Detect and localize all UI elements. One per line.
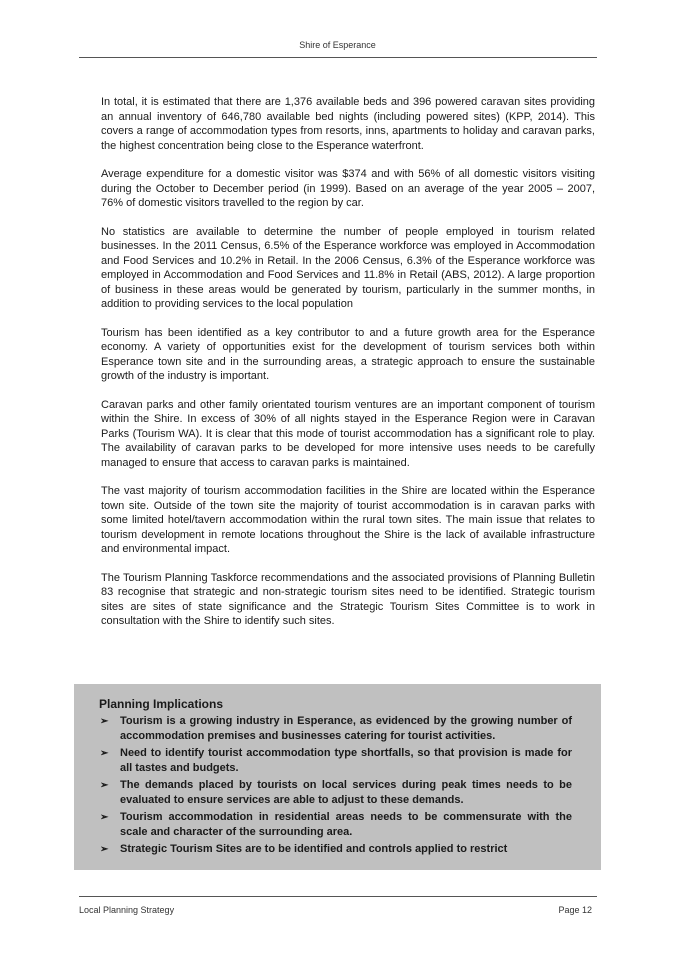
header-divider: [79, 57, 597, 58]
paragraph: The Tourism Planning Taskforce recommendations and the associated provisions of Planning Bulletin 83 recognise that strategic and non-strategic tourism sites need to be identified. Strategic tourism sites are sites of state significance and the Strategic Tourism Sites Committee is to work in consultation with the Shire to identify such sites.: [101, 571, 595, 627]
planning-implications-title: Planning Implications: [99, 697, 224, 711]
list-item: [98, 714, 572, 744]
list-item-text: Tourism accommodation in residential areas needs to be commensurate with the scale and character of the surrounding area.: [120, 811, 572, 838]
paragraph: The vast majority of tourism accommodation facilities in the Shire are located within the Esperance town site. Outside of the town site the majority of tourist accommodation is in caravan parks with some limited hotel/tavern accommodation within the rural town sites. The main issue that relates to tourism development in remote locations throughout the Shire is the lack of available infrastructure and environmental impact.: [101, 485, 595, 555]
arrow-bullet-icon: ➢: [100, 844, 109, 855]
list-item: [98, 842, 572, 857]
planning-implications-list: [98, 714, 572, 859]
planning-implications-box: [74, 684, 601, 870]
arrow-bullet-icon: ➢: [100, 716, 109, 727]
list-item-text: Strategic Tourism Sites are to be identified and controls applied to restrict: [120, 843, 508, 855]
body-text: [101, 95, 595, 643]
paragraph: Caravan parks and other family orientated tourism ventures are an important component of tourism within the Shire. In excess of 30% of all nights stayed in the Esperance Region were in Caravan Parks (Tourism WA). It is clear that this mode of tourist accommodation has a significant role to play. The availability of caravan parks to be developed for more intensive uses needs to be carefully managed to ensure that access to caravan parks is maintained.: [101, 398, 595, 469]
list-item: [98, 746, 572, 776]
footer-document-title: Local Planning Strategy: [79, 905, 175, 915]
list-item-text: Tourism is a growing industry in Esperance, as evidenced by the growing number of accommodation premises and businesses catering for tourist activities.: [120, 715, 572, 742]
list-item: [98, 810, 572, 840]
paragraph: No statistics are available to determine the number of people employed in tourism related businesses. In the 2011 Census, 6.5% of the Esperance workforce was employed in Accommodation and Food Services and 10.2% in Retail. In the 2006 Census, 6.3% of the Esperance workforce was employed in Accommodation and Food Services and 11.8% in Retail (ABS, 2012). A large proportion of business in these areas would be generated by tourism, particularly in the summer months, in addition to providing services to the local population: [101, 225, 595, 310]
arrow-bullet-icon: ➢: [100, 748, 109, 759]
arrow-bullet-icon: ➢: [100, 812, 109, 823]
footer-divider: [79, 896, 597, 897]
paragraph: In total, it is estimated that there are 1,376 available beds and 396 powered caravan sites providing an annual inventory of 646,780 available bed nights (including powered sites) (KPP, 2014). This covers a range of accommodation types from resorts, inns, apartments to holiday and caravan parks, the highest concentration being close to the Esperance waterfront.: [101, 96, 595, 152]
page-number: Page 12: [558, 905, 592, 915]
list-item: [98, 778, 572, 808]
list-item-text: The demands placed by tourists on local services during peak times needs to be evaluated to ensure services are able to adjust to these demands.: [120, 779, 572, 806]
page-header-title: Shire of Esperance: [299, 40, 376, 50]
list-item-text: Need to identify tourist accommodation type shortfalls, so that provision is made for all tastes and budgets.: [120, 747, 572, 774]
paragraph: Tourism has been identified as a key contributor to and a future growth area for the Esperance economy. A variety of opportunities exist for the development of tourism services both within Esperance town site and in the surrounding areas, a strategic approach to ensure the sustainable growth of the industry is important.: [101, 326, 595, 382]
arrow-bullet-icon: ➢: [100, 780, 109, 791]
paragraph: Average expenditure for a domestic visitor was $374 and with 56% of all domestic visitors visiting during the October to December period (in 1999). Based on an average of the year 2005 – 2007, 76% of domestic visitors travelled to the region by car.: [101, 168, 595, 209]
